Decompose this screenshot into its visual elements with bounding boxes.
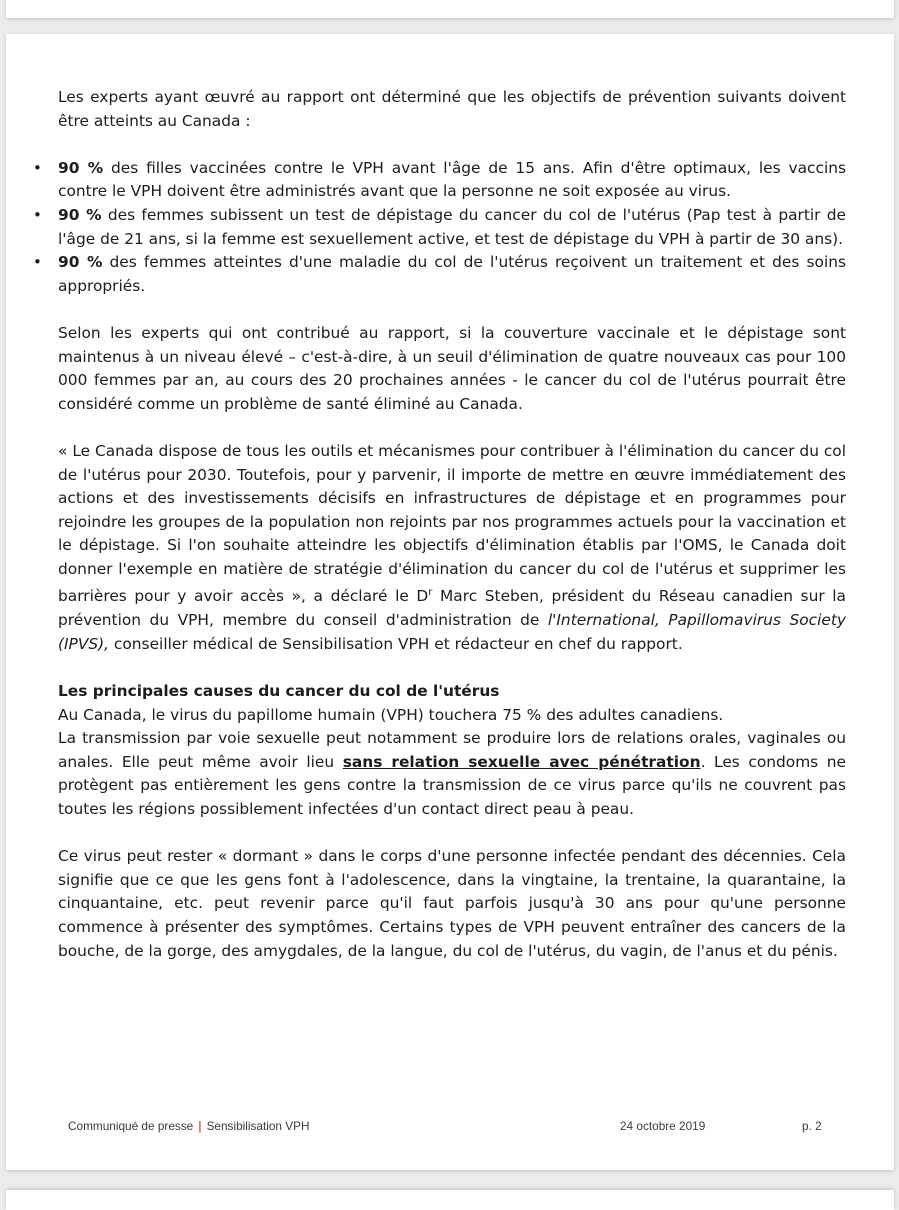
list-item	[33, 251, 846, 298]
objectives-list	[33, 157, 847, 299]
bullet-icon: •	[33, 158, 42, 177]
section-heading: Les principales causes du cancer du col de l'utérus	[58, 681, 500, 700]
bullet-percent: 90 %	[58, 205, 102, 224]
transmission-paragraph	[58, 727, 846, 821]
prevalence-line: Au Canada, le virus du papillome humain (VPH) touchera 75 % des adultes canadiens.	[58, 705, 724, 724]
quote-text-a: « Le Canada dispose de tous les outils et mécanismes pour contribuer à l'élimination du cancer du col de l'utérus pour 2030. Toutefois, pour y parvenir, il importe de mettre en œuvre immédiatement des actions et des investissements décisifs en infrastructures de dépistage et en programmes pour rejoindre les groupes de la population non rejoints par nos programmes actuels pour la vaccination et le dépistage. Si l'on souhaite atteindre les objectifs d'élimination établis par l'OMS, le Canada doit donner l'exemple en matière de stratégie d'élimination du cancer du col de l'utérus et supprimer les barrières pour y avoir accès », a déclaré le D	[58, 441, 846, 606]
bullet-text: des femmes subissent un test de dépistage du cancer du col de l'utérus (Pap test à partir de l'âge de 21 ans, si la femme est sexuellement active, et test de dépistage du VPH à partir de 30 ans).	[58, 205, 847, 248]
quote-text-b: Marc Steben, président du Réseau canadien sur la prévention du VPH, membre du conseil d'administration de	[58, 587, 846, 630]
bullet-text: des filles vaccinées contre le VPH avant l'âge de 15 ans. Afin d'être optimaux, les vaccins contre le VPH doivent être administrés avant que la personne ne soit exposée au virus.	[58, 158, 847, 201]
footer-date: 24 octobre 2019	[620, 1119, 706, 1133]
elimination-paragraph: Selon les experts qui ont contribué au rapport, si la couverture vaccinale et le dépistage sont maintenus à un niveau élevé – c'est-à-dire, à un seuil d'élimination de quatre nouveaux cas pour 100 000 femmes par an, au cours des 20 prochaines années - le cancer du col de l'utérus pourrait être considéré comme un problème de santé éliminé au Canada.	[58, 323, 846, 413]
bullet-percent: 90 %	[58, 158, 104, 177]
footer-separator: |	[198, 1119, 202, 1133]
dormant-virus-paragraph: Ce virus peut rester « dormant » dans le corps d'une personne infectée pendant des décennies. Cela signifie que ce que les gens font à l'adolescence, dans la vingtaine, la trentaine, la quarantaine, la cinquantaine, etc. peut revenir parce qu'il faut parfois jusqu'à 30 ans pour qu'une personne commence à présenter des symptômes. Certains types de VPH peuvent entraîner des cancers de la bouche, de la gorge, des amygdales, de la langue, du col de l'utérus, du vagin, de l'anus et du pénis.	[58, 847, 846, 960]
bullet-icon: •	[33, 253, 42, 272]
transmission-text-a: La transmission par voie sexuelle peut notamment se produire lors de relations orales, vaginales ou anales. Elle peut même avoir lieu	[58, 729, 846, 771]
quote-italic: l'International, Papillomavirus Society (IPVS),	[58, 611, 846, 653]
intro-paragraph: Les experts ayant œuvré au rapport ont déterminé que les objectifs de prévention suivants doivent être atteints au Canada :	[58, 88, 846, 130]
quote-text-c: conseiller médical de Sensibilisation VPH et rédacteur en chef du rapport.	[109, 634, 683, 653]
next-page-edge	[6, 1190, 894, 1210]
footer-org: Sensibilisation VPH	[206, 1119, 310, 1133]
bullet-text: des femmes atteintes d'une maladie du col de l'utérus reçoivent un traitement et des soins appropriés.	[58, 253, 846, 295]
footer-doc-type: Communiqué de presse	[68, 1119, 194, 1133]
footer-page-number: p. 2	[802, 1119, 822, 1133]
transmission-emphasis: sans relation sexuelle avec pénétration	[342, 752, 701, 771]
quote-paragraph	[58, 440, 846, 656]
page-footer	[68, 1119, 828, 1137]
quote-superscript: r	[428, 587, 433, 599]
bullet-percent: 90 %	[58, 253, 103, 272]
list-item	[33, 204, 847, 251]
document-page	[6, 34, 894, 1170]
previous-page-edge	[6, 0, 894, 18]
bullet-icon: •	[33, 205, 42, 224]
footer-left	[68, 1119, 310, 1133]
transmission-text-b: . Les condoms ne protègent pas entièrement les gens contre la transmission de ce virus parce qu'ils ne couvrent pas toutes les régions possiblement infectées d'un contact direct peau à peau.	[58, 752, 846, 818]
list-item	[33, 157, 847, 204]
page-body	[33, 86, 847, 963]
